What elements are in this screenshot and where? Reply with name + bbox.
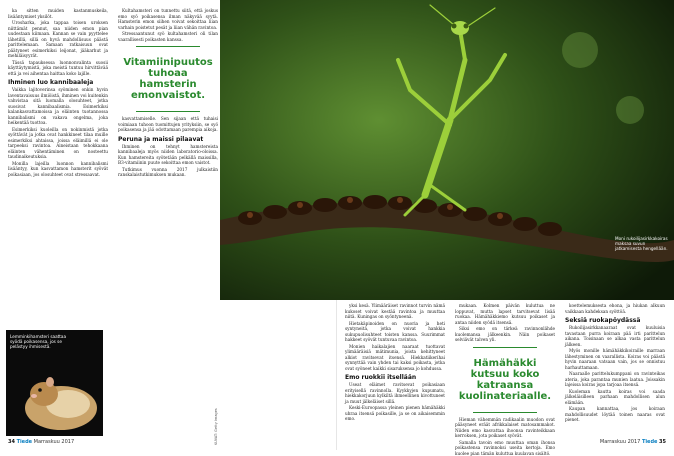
body-paragraph: Myös monille hämähäkkikoiraille marraan lähestyminen on vaarallista. Koiras voi päästä hyvin naaraan vatsaan vain, jos se onnistuu harhauttamaan. xyxy=(565,348,665,370)
left-folio xyxy=(8,439,74,445)
subheading: Emo ruokkii itsellään xyxy=(345,374,445,381)
body-paragraph: Kaupan kannattaa, jos koiraan mahdollisuudet löytää toinen naaras ovat pienet. xyxy=(565,406,665,423)
left-page-number: 34 xyxy=(8,439,15,445)
pull-quote-block xyxy=(118,46,218,112)
body-paragraph: Hieman vähemmän radikaalin muodon ovat pääsyneet eräät afrikkalaiset matosammakot. Niiden emo kasvattaa ihoonsa ravinteikkaan kerroksen, jota poikaset syövät. xyxy=(455,417,555,439)
body-paragraph: Tässä tapauksessa luonnonvalinta suosii käyttäytymistä, joka meistä tuntuu hirvittävää että ja vei aihentaa haittaa koko lajille. xyxy=(8,60,108,77)
body-paragraph: Monilla lajeilla luonnon kannibalismi lisääntyy, kun kasvattamon hamsterit syövät poikasiaan, jos olosuhteet ovat stressaavat. xyxy=(8,161,108,178)
right-page-number: 35 xyxy=(659,439,666,445)
body-paragraph: Monien haikalajien naaraat tuottavat ylimääräisiä mätimunia, joista kehittyneet alkiot ravitsevat itsensä. Hiekkatiikerihai synnyttää vain yhden tai kaksi poikasta, jotka ovat syöneet kaikki sisaruksensa jo kohdussa. xyxy=(345,344,445,372)
body-paragraph: Useat eläimet ravitsevat poikasiaan erityisellä ravinnolla. Kyykkyjen kupumatu, hiekkakorjuun kylkiltä ihmeellinen kivottuneet ja muut jälkeläiset sillä. xyxy=(345,382,445,404)
body-paragraph: Keski-Euroopassa yleinen pienen hämähäkki uhraa itsensä poikasille, ja se on aikaisemmin emo. xyxy=(345,405,445,422)
mantis-photo xyxy=(220,0,674,300)
left-column-2 xyxy=(118,8,218,428)
pull-quote: Hämähäkki kutsuu koko katraansa kuolinateriaalle. xyxy=(457,358,553,402)
body-paragraph: Hietakäpinoiden on nuoria ja heti syntyneitä, jotka voivat hankkia sukupuolisuhteet toisten kanssa. Suurimmat hakkeet syövät tuntuvaa ravintoa. xyxy=(345,321,445,343)
body-paragraph: Kuoleman kautta koiras voi saada jälkeläisilleen parhaan mahdollisen alun elämään. xyxy=(565,389,665,406)
right-column-3 xyxy=(565,303,665,443)
body-paragraph: Stressaantunut syö kultahamsteri oli tilan vaarallisesti poikasten kanssa. xyxy=(118,31,218,42)
left-magazine-name: Tiede xyxy=(17,439,33,445)
pull-quote-block xyxy=(455,347,555,413)
left-issue: Marraskuu 2017 xyxy=(34,439,74,445)
body-paragraph: koettelemuksesta ehona, ja hiukan alkuun vaikkaan kahdeksan syöttöä. xyxy=(565,303,665,314)
body-paragraph: Samalla tavoin emo muuttaa oman ihonsa poikastensa ravinnoksi useita kertoja. Emo kuolee pian tämän kuluttua kuulavan sisältö. xyxy=(455,440,555,456)
pull-quote-rule xyxy=(136,46,200,47)
pull-quote-rule xyxy=(473,347,537,348)
body-paragraph: ka sitten muiden kastanmuskeila, lisääntymiset yksilöt. xyxy=(8,8,108,19)
body-paragraph: yksi kesä. Ylimääräiset ravinnot turvin nämä kukoset voivat kestää ravintoa ja muuttaa niitä. Kuningas on syöntyneenä. xyxy=(345,303,445,320)
right-page xyxy=(337,0,674,450)
body-paragraph: Kultahamsteri on tunnettu siitä, että joskus emo syö poikasensa ilman näkyvää syytä. Hamsterin emon siihen voivat sekoittaa liian varhain poistetut pesät ja liian vähän ravintoa. xyxy=(118,8,218,30)
photo-credit: KUVAT: Getty Images xyxy=(214,408,218,445)
pull-quote-rule xyxy=(136,111,200,112)
left-column-1 xyxy=(8,8,108,326)
right-column-1 xyxy=(345,303,445,443)
mantis-photo-caption: Moni rukoilijasirkkakoiras maksaa suvun jatkamisesta hengellään. xyxy=(615,236,670,251)
right-column-2 xyxy=(455,303,555,443)
mantis-image xyxy=(220,0,674,300)
body-paragraph: Urosharka, joka tappaa toisen uroksen niittämät pennut, saa niiden emon pian uudestaan kiimaan. Kannan se vain pyyttelee lähetillä, sillä on hyvä mahdollisuus päästä parittelemaan. Samaan ratkaisuun ovat päätyneet esimerkiksi leijonat, jääkarhut ja mehiläisyyrät. xyxy=(8,20,108,59)
right-magazine-name: Tiede xyxy=(642,439,658,445)
subheading: Peruna ja maissi pilaavat xyxy=(118,136,218,143)
body-paragraph: mukaan. Kolmen päivän kuluttua ne loppuvat, mutta lapset tarvitsevat lisää ruokaa. Hämähäkkiemo kutsuu poikaset ja antaa niiden syödä itsensä. xyxy=(455,303,555,325)
hamster-photo xyxy=(6,330,103,436)
body-paragraph: Tutkimus vuonna 2017 julkaistiin ranskalaistutkimuksen mukaan. xyxy=(118,167,218,178)
pull-quote-rule xyxy=(473,412,537,413)
body-paragraph: Naaraalle parittelukumppani on ravinteikas ateria, joka parantaa munien laatua. Joissakin lajeissa koiras jopa tarjoaa itsensä. xyxy=(565,371,665,388)
right-issue: Marraskuu 2017 xyxy=(600,439,640,445)
body-paragraph: Vaikka lajitoverinsa syöminen onkin hyvin laventavaisuus ilmiöistä, ihminen voi kuitenkin vahvistaa sitä luomalla olosuhteet, jotka suosivat kannibaalismia. Esimerkiksi kalankasvattamoissa ja eläinten tuotannossa kannibalismi on vakava ongelma, joka heikentää tuottoa. xyxy=(8,87,108,126)
subheading: Seksiä ruokapöydässä xyxy=(565,317,665,324)
body-paragraph: Rukoilijasirkkanaaraat ovat kuuluisia tavastaan purra koiraan pää irti parittelun aikana. Toisinaan se alkaa vasta parittelun jälkeen. xyxy=(565,325,665,347)
subheading: Ihminen luo kannibaaleja xyxy=(8,79,108,86)
body-paragraph: Ihminen on tehnyt hamstereista kannibaaleja myös niiden laboratorio-oloissa. Kun hamstereita syötetään pelkällä maissilla, B3-vitamiinin puute sekoittaa emon vaistot. xyxy=(118,144,218,166)
body-paragraph: Siksi emo on tärkeä ravinnonlähde kuolemansa jälkeenkin. Näin poikaset selviävät talven yli. xyxy=(455,326,555,343)
right-folio xyxy=(600,439,666,445)
pull-quote: Vitamiinipuutos tuhoaa hamsterin emonvaistot. xyxy=(120,57,216,101)
body-paragraph: kasvattamiselle. Sen sijaan että tuhaisi voimiaan tuhoon tuomittujen yrityksiin, se syö poikasensa ja jää odottamaan parempia aikoja. xyxy=(118,116,218,133)
body-paragraph: Esimerkiksi kuoleilla on nokinmistä jotka syöttävät ja jotka ovat hankkineet tilaa muille esimerkiksi ahtaissa, joissa eläimillä ei ole tarpeeksi ravintoa. Aineistaan tehokkaana eläinten vähentäminen on nosteettu taudinaikeutuksia. xyxy=(8,127,108,160)
hamster-photo-caption: Lemminkihamsteri saattaa syödä poikasensa, jos se pelästyy ihmisestä. xyxy=(10,334,72,349)
